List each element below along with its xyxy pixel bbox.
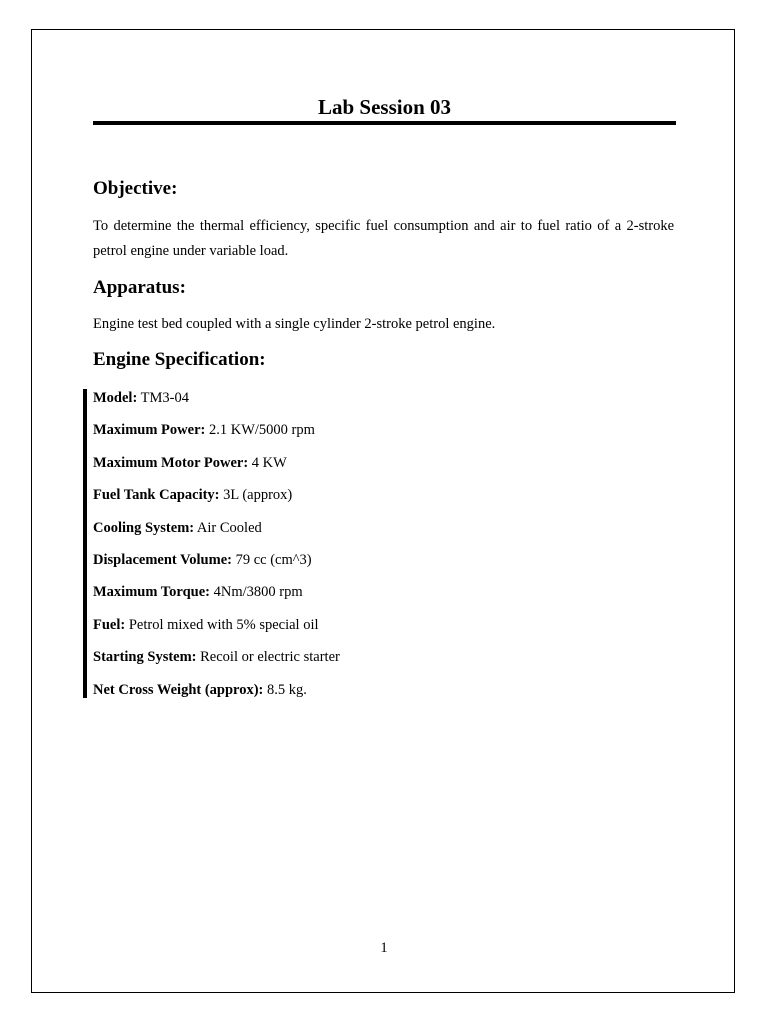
spec-label: Cooling System: — [93, 519, 195, 536]
spec-value: 79 cc (cm^3) — [231, 551, 312, 568]
spec-item-model — [93, 387, 340, 419]
spec-value: TM3-04 — [137, 390, 189, 406]
spec-label: Maximum Power: — [93, 422, 206, 439]
spec-item-cooling-system — [93, 517, 340, 549]
page-number: 1 — [380, 940, 388, 956]
spec-label: Displacement Volume: — [93, 551, 232, 568]
title-underline — [93, 121, 676, 125]
spec-item-maximum-power — [93, 419, 340, 451]
objective-heading: Objective: — [93, 178, 178, 199]
spec-item-displacement-volume — [93, 549, 340, 581]
spec-item-maximum-torque — [93, 581, 340, 613]
engine-specification-heading: Engine Specification: — [93, 349, 266, 370]
spec-value: 3L (approx) — [219, 487, 293, 504]
spec-value: 8.5 kg. — [263, 681, 307, 698]
spec-item-maximum-motor-power — [93, 452, 340, 484]
spec-value: 4 KW — [248, 454, 287, 471]
spec-item-fuel — [93, 614, 340, 646]
spec-label: Fuel Tank Capacity: — [93, 487, 220, 504]
objective-text: To determine the thermal efficiency, specific fuel consumption and air to fuel ratio of a 2-stroke petrol engine under variable load. — [93, 218, 674, 259]
spec-label: Model: — [93, 390, 138, 406]
spec-value: 4Nm/3800 rpm — [209, 584, 303, 601]
spec-value: Air Cooled — [194, 519, 262, 536]
spec-label: Starting System: — [93, 649, 197, 666]
spec-value: 2.1 KW/5000 rpm — [205, 422, 315, 439]
spec-item-starting-system — [93, 646, 340, 678]
page-title: Lab Session 03 — [317, 95, 452, 119]
spec-label: Maximum Motor Power: — [93, 454, 249, 471]
specification-list — [93, 387, 340, 711]
spec-value: Recoil or electric starter — [196, 649, 340, 666]
apparatus-heading: Apparatus: — [93, 277, 186, 298]
spec-label: Maximum Torque: — [93, 584, 210, 601]
specification-side-bar — [83, 389, 87, 698]
spec-value: Petrol mixed with 5% special oil — [125, 616, 319, 633]
spec-label: Fuel: — [93, 616, 126, 633]
spec-item-net-cross-weight — [93, 679, 340, 711]
apparatus-text: Engine test bed coupled with a single cylinder 2-stroke petrol engine. — [93, 316, 496, 332]
spec-item-fuel-tank-capacity — [93, 484, 340, 516]
spec-label: Net Cross Weight (approx): — [93, 681, 264, 698]
